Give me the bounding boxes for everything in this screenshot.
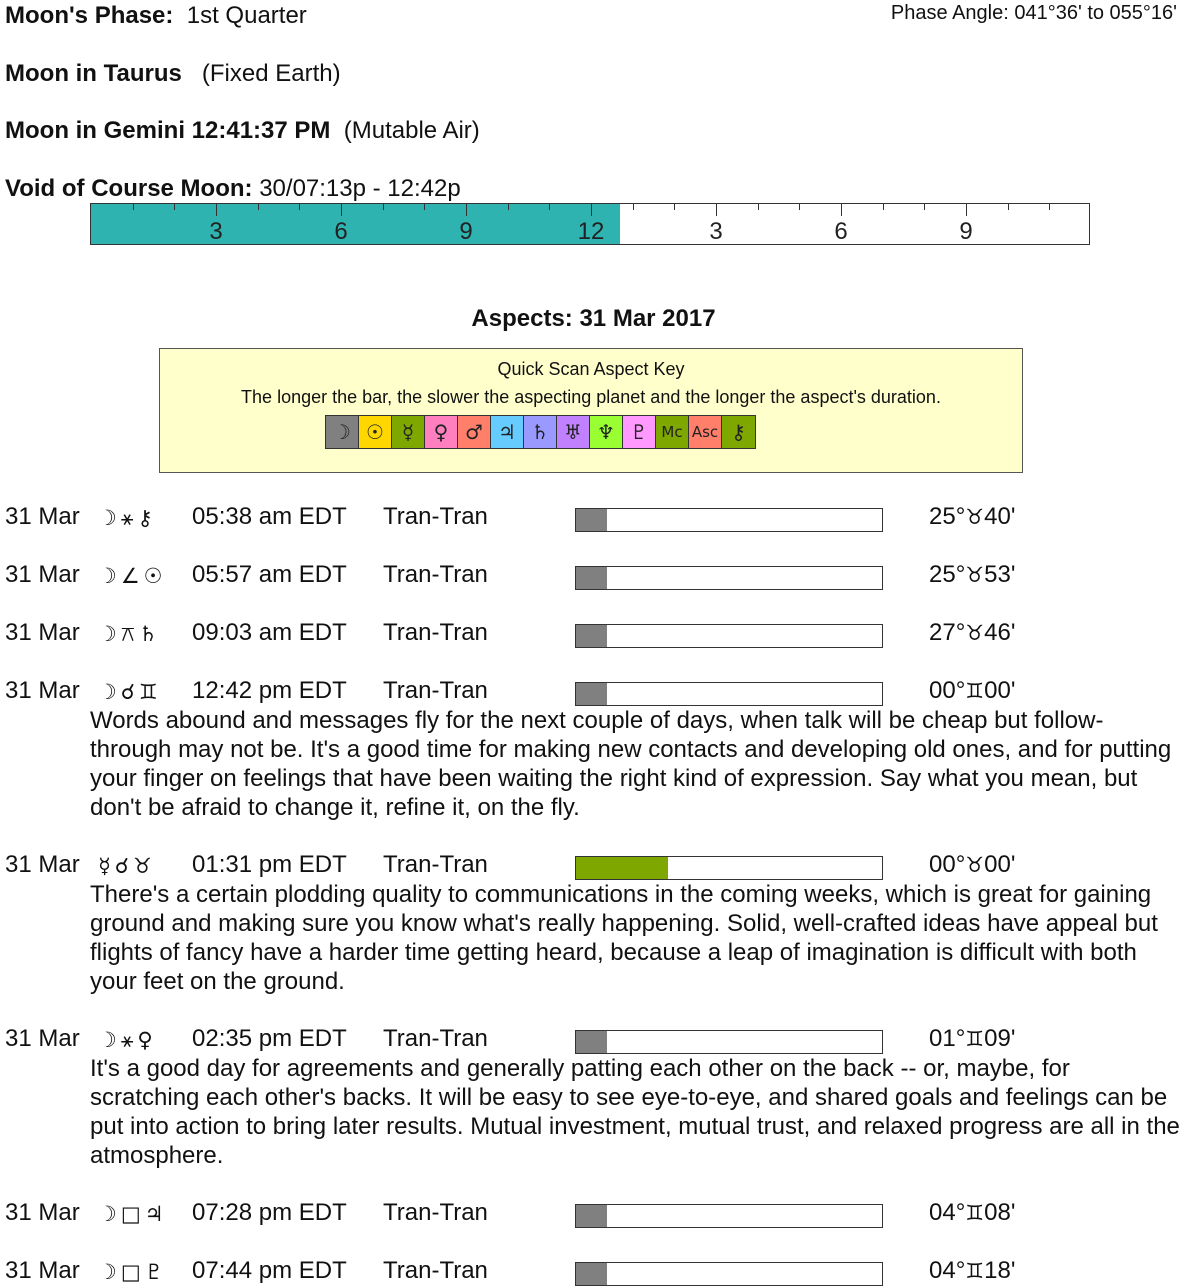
aspect-minutes: 40' [984,503,1016,530]
aspect-glyphs: ☿☌♉ [98,854,156,878]
timeline-tick [424,204,425,210]
aspects-title: Aspects: 31 Mar 2017 [471,305,716,332]
aspect-time: 02:35 pm EDT [192,1025,347,1052]
aspect-duration-bar [575,624,883,648]
aspect-glyphs: ☽∠☉ [98,564,167,588]
aspect-date: 31 Mar [5,503,80,530]
aspect-description: Words abound and messages fly for the next couple of days, when talk will be cheap but follow-through may not be. It's a good time for making new contacts and developing old ones, and for putting your finger on feelings that have been waiting the right kind of expression. Say what you mean, but don't be afraid to change it, refine it, on the fly. [90,707,1172,821]
moon-ingress [5,117,480,145]
moon-sign-detail: (Fixed Earth) [201,60,341,87]
planet-swatch: ♃ [491,416,524,448]
timeline-tick [1049,204,1050,210]
aspect-date: 31 Mar [5,1257,80,1284]
timeline-tick [966,204,967,216]
aspect-position [929,503,1015,531]
aspect-duration-fill [576,625,607,647]
aspect-type: Tran-Tran [383,851,488,878]
aspect-duration-fill [576,1205,607,1227]
planet-swatch: Asc [689,416,722,448]
aspect-position [929,677,1015,705]
timeline-hour-label: 6 [834,218,848,245]
aspect-minutes: 00' [984,851,1016,878]
timeline-tick [466,204,467,216]
timeline-hour-label: 9 [959,218,973,245]
phase-angle: Phase Angle: 041°36' to 055°16' [890,2,1177,24]
timeline-tick [716,204,717,216]
aspect-type: Tran-Tran [383,1199,488,1226]
timeline-tick [1008,204,1009,210]
aspect-degree: 27° [929,619,966,646]
planet-swatch: ☿ [392,416,425,448]
aspect-time: 07:44 pm EDT [192,1257,347,1284]
aspect-glyphs: ☽□♇ [98,1260,168,1284]
zodiac-sign-icon: ♊ [965,679,985,703]
timeline-tick [883,204,884,210]
quick-scan-key [159,348,1023,473]
aspect-duration-bar [575,682,883,706]
aspect-degree: 25° [929,561,966,588]
void-of-course [5,175,461,203]
aspect-minutes: 09' [984,1025,1016,1052]
aspect-row [0,619,1187,649]
timeline-tick [383,204,384,210]
aspect-glyphs: ☽⚹⚷ [98,506,157,530]
aspect-position [929,561,1015,589]
aspect-position [929,1199,1015,1227]
timeline-tick [341,204,342,216]
aspect-duration-bar [575,1030,883,1054]
aspect-minutes: 18' [984,1257,1016,1284]
aspect-duration-fill [576,683,607,705]
aspect-time: 09:03 am EDT [192,619,347,646]
aspect-degree: 04° [929,1257,966,1284]
aspect-glyphs: ☽⚻♄ [98,622,162,646]
aspect-duration-bar [575,566,883,590]
aspect-glyphs: ☽□♃ [98,1202,168,1226]
aspect-row [0,1199,1187,1229]
moon-phase-label: Moon's Phase: [5,2,174,29]
aspect-glyphs: ☽☌♊ [98,680,162,704]
aspect-duration-fill [576,857,668,879]
timeline-tick [258,204,259,210]
aspect-glyphs: ☽⚹♀ [98,1028,157,1052]
aspect-type: Tran-Tran [383,561,488,588]
void-value: 30/07:13p - 12:42p [259,175,461,202]
timeline-tick [508,204,509,210]
aspect-date: 31 Mar [5,561,80,588]
key-description: The longer the bar, the slower the aspecting planet and the longer the aspect's duration. [241,387,941,407]
aspect-row [0,503,1187,533]
aspect-date: 31 Mar [5,619,80,646]
aspect-position [929,619,1015,647]
aspect-type: Tran-Tran [383,619,488,646]
aspect-row [0,1257,1187,1287]
aspect-time: 05:38 am EDT [192,503,347,530]
zodiac-sign-icon: ♉ [965,505,985,529]
planet-swatch: ♄ [524,416,557,448]
zodiac-sign-icon: ♉ [965,563,985,587]
aspect-minutes: 08' [984,1199,1016,1226]
key-title: Quick Scan Aspect Key [497,359,685,379]
aspect-degree: 00° [929,677,966,704]
aspect-date: 31 Mar [5,851,80,878]
aspect-duration-fill [576,567,607,589]
timeline-hour-label: 3 [209,218,223,245]
void-label: Void of Course Moon: [5,175,253,202]
timeline-tick [591,204,592,216]
aspect-date: 31 Mar [5,1199,80,1226]
zodiac-sign-icon: ♊ [965,1201,985,1225]
aspect-date: 31 Mar [5,677,80,704]
moon-phase-value: 1st Quarter [186,2,307,29]
aspect-position [929,1025,1015,1053]
aspect-row [0,677,1187,707]
aspect-time: 01:31 pm EDT [192,851,347,878]
aspect-duration-fill [576,509,607,531]
aspect-time: 07:28 pm EDT [192,1199,347,1226]
aspect-duration-bar [575,856,883,880]
moon-sign-label: Moon in Taurus [5,60,182,87]
aspect-type: Tran-Tran [383,1257,488,1284]
aspect-type: Tran-Tran [383,503,488,530]
aspect-type: Tran-Tran [383,1025,488,1052]
timeline-tick [133,204,134,210]
aspect-duration-bar [575,1262,883,1286]
zodiac-sign-icon: ♉ [965,621,985,645]
timeline-hour-label: 9 [459,218,473,245]
timeline-hour-label: 6 [334,218,348,245]
aspect-duration-fill [576,1263,607,1285]
moon-ingress-label: Moon in Gemini 12:41:37 PM [5,117,331,144]
aspect-duration-fill [576,1031,607,1053]
timeline-tick [799,204,800,210]
aspect-degree: 25° [929,503,966,530]
zodiac-sign-icon: ♊ [965,1027,985,1051]
aspect-row [0,1025,1187,1055]
aspect-duration-bar [575,508,883,532]
aspect-minutes: 53' [984,561,1016,588]
timeline-tick [216,204,217,216]
aspect-time: 05:57 am EDT [192,561,347,588]
moon-phase [5,2,307,30]
aspect-description: It's a good day for agreements and generally patting each other on the back -- or, maybe, for scratching each other's backs. It will be easy to see eye-to-eye, and shared goals and feelings can be put into action to bring later results. Mutual investment, mutual trust, and relaxed progress are all in the atmosphere. [90,1055,1180,1169]
aspect-type: Tran-Tran [383,677,488,704]
aspect-position [929,851,1015,879]
aspect-degree: 00° [929,851,966,878]
moon-ingress-detail: (Mutable Air) [343,117,480,144]
planet-swatch: ♆ [590,416,623,448]
timeline-tick [674,204,675,210]
planet-swatch: ♀ [425,416,458,448]
planet-color-swatches [325,415,756,449]
planet-swatch: ♇ [623,416,656,448]
planet-swatch: ⚷ [722,416,755,448]
aspect-date: 31 Mar [5,1025,80,1052]
aspect-row [0,851,1187,881]
aspect-position [929,1257,1015,1285]
zodiac-sign-icon: ♊ [965,1259,985,1283]
timeline-tick [924,204,925,210]
aspect-row [0,561,1187,591]
timeline-hour-label: 12 [577,218,605,245]
void-timeline-bar [90,203,1090,245]
timeline-tick [174,204,175,210]
timeline-tick [841,204,842,216]
planet-swatch: ☽ [326,416,359,448]
planet-swatch: ♅ [557,416,590,448]
aspect-degree: 01° [929,1025,966,1052]
planet-swatch: ☉ [359,416,392,448]
aspect-description: There's a certain plodding quality to communications in the coming weeks, which is great for gaining ground and making sure you know what's really happening. Solid, well-crafted ideas have appeal but flights of fancy have a harder time getting heard, because a leap of imagination is difficult with both your feet on the ground. [90,881,1158,995]
planet-swatch: Mc [656,416,689,448]
timeline-tick [299,204,300,210]
aspect-minutes: 00' [984,677,1016,704]
timeline-hour-label: 3 [709,218,723,245]
aspect-time: 12:42 pm EDT [192,677,347,704]
timeline-tick [549,204,550,210]
aspect-degree: 04° [929,1199,966,1226]
aspect-minutes: 46' [984,619,1016,646]
moon-sign [5,60,341,88]
timeline-tick [633,204,634,210]
planet-swatch: ♂ [458,416,491,448]
zodiac-sign-icon: ♉ [965,853,985,877]
void-timeline-fill [91,204,620,244]
aspect-duration-bar [575,1204,883,1228]
timeline-tick [758,204,759,210]
